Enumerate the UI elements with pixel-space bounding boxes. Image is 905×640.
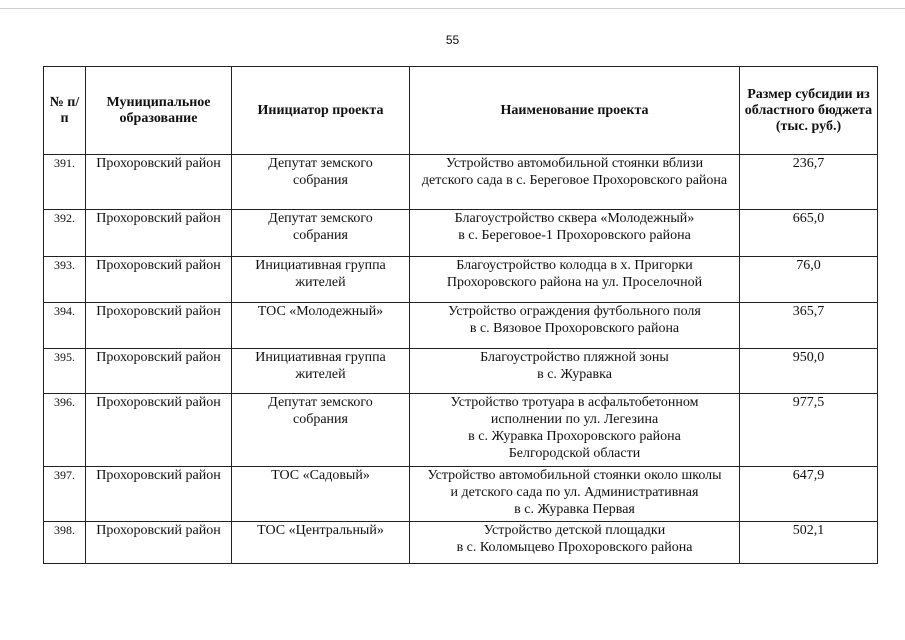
initiator-line: жителей [295, 275, 346, 290]
row-number: 396. [44, 394, 86, 467]
amount-cell: 236,7 [740, 155, 878, 210]
municipality-cell: Прохоровский район [86, 522, 232, 564]
project-cell [410, 349, 740, 394]
project-cell [410, 394, 740, 467]
initiator-cell [232, 257, 410, 303]
amount-cell: 950,0 [740, 349, 878, 394]
row-number: 398. [44, 522, 86, 564]
municipality-cell: Прохоровский район [86, 394, 232, 467]
project-cell [410, 257, 740, 303]
row-number: 392. [44, 210, 86, 257]
amount-cell: 76,0 [740, 257, 878, 303]
municipality-cell: Прохоровский район [86, 210, 232, 257]
row-number: 391. [44, 155, 86, 210]
initiator-cell [232, 522, 410, 564]
initiator-cell [232, 349, 410, 394]
municipality-cell: Прохоровский район [86, 303, 232, 349]
municipality-cell: Прохоровский район [86, 467, 232, 522]
municipality-cell: Прохоровский район [86, 257, 232, 303]
initiator-line: собрания [293, 228, 348, 243]
project-line: Благоустройство сквера «Молодежный» [454, 211, 695, 226]
initiator-line: ТОС «Молодежный» [257, 304, 384, 319]
project-line: в с. Журавка [537, 367, 612, 382]
project-line: в с. Журавка Первая [514, 502, 635, 517]
table-row [44, 467, 878, 522]
project-line: в с. Журавка Прохоровского района [468, 429, 681, 444]
amount-cell: 647,9 [740, 467, 878, 522]
subsidy-table [43, 66, 878, 564]
table-row [44, 210, 878, 257]
table-row [44, 522, 878, 564]
project-line: в с. Вязовое Прохоровского района [469, 321, 680, 336]
project-line: исполнении по ул. Легезина [490, 412, 659, 427]
initiator-cell [232, 303, 410, 349]
initiator-cell [232, 155, 410, 210]
project-line: и детского сада по ул. Административная [450, 485, 699, 500]
project-line: Устройство тротуара в асфальтобетонном [450, 395, 699, 410]
initiator-line: Депутат земского [268, 156, 373, 171]
initiator-cell [232, 394, 410, 467]
initiator-cell [232, 467, 410, 522]
page-number: 55 [445, 33, 460, 47]
initiator-line: ТОС «Центральный» [257, 523, 384, 538]
initiator-line: собрания [293, 412, 348, 427]
table-row [44, 349, 878, 394]
table-row [44, 303, 878, 349]
initiator-line: Инициативная группа [255, 350, 386, 365]
table-row [44, 155, 878, 210]
project-line: Устройство детской площадки [483, 523, 666, 538]
project-cell [410, 155, 740, 210]
project-line: Белгородской области [508, 446, 641, 461]
project-line: Благоустройство колодца в х. Пригорки [456, 258, 693, 273]
initiator-line: ТОС «Садовый» [271, 468, 370, 483]
project-line: в с. Береговое-1 Прохоровского района [458, 228, 691, 243]
project-line: Прохоровского района на ул. Проселочной [446, 275, 703, 290]
header-project: Наименование проекта [410, 67, 740, 155]
amount-cell: 502,1 [740, 522, 878, 564]
initiator-line: жителей [295, 367, 346, 382]
project-line: Устройство автомобильной стоянки около школы [427, 468, 722, 483]
header-row [44, 67, 878, 155]
project-line: Устройство ограждения футбольного поля [448, 304, 701, 319]
project-line: в с. Коломыцево Прохоровского района [456, 540, 693, 555]
row-number: 395. [44, 349, 86, 394]
project-cell [410, 303, 740, 349]
initiator-line: Инициативная группа [255, 258, 386, 273]
table-row [44, 257, 878, 303]
header-initiator: Инициатор проекта [232, 67, 410, 155]
municipality-cell: Прохоровский район [86, 155, 232, 210]
row-number: 393. [44, 257, 86, 303]
table-row [44, 394, 878, 467]
project-line: Благоустройство пляжной зоны [480, 350, 669, 365]
project-cell [410, 210, 740, 257]
row-number: 394. [44, 303, 86, 349]
project-cell [410, 522, 740, 564]
amount-cell: 977,5 [740, 394, 878, 467]
header-municipality: Муниципальное образование [86, 67, 232, 155]
initiator-line: Депутат земского [268, 211, 373, 226]
initiator-line: собрания [293, 173, 348, 188]
project-cell [410, 467, 740, 522]
scan-edge-line [0, 8, 905, 9]
header-num: № п/п [44, 67, 86, 155]
project-line: детского сада в с. Береговое Прохоровского района [421, 173, 728, 188]
amount-cell: 365,7 [740, 303, 878, 349]
row-number: 397. [44, 467, 86, 522]
initiator-line: Депутат земского [268, 395, 373, 410]
project-line: Устройство автомобильной стоянки вблизи [445, 156, 704, 171]
amount-cell: 665,0 [740, 210, 878, 257]
initiator-cell [232, 210, 410, 257]
municipality-cell: Прохоровский район [86, 349, 232, 394]
header-subsidy: Размер субсидии из областного бюджета (тыс. руб.) [740, 67, 878, 155]
